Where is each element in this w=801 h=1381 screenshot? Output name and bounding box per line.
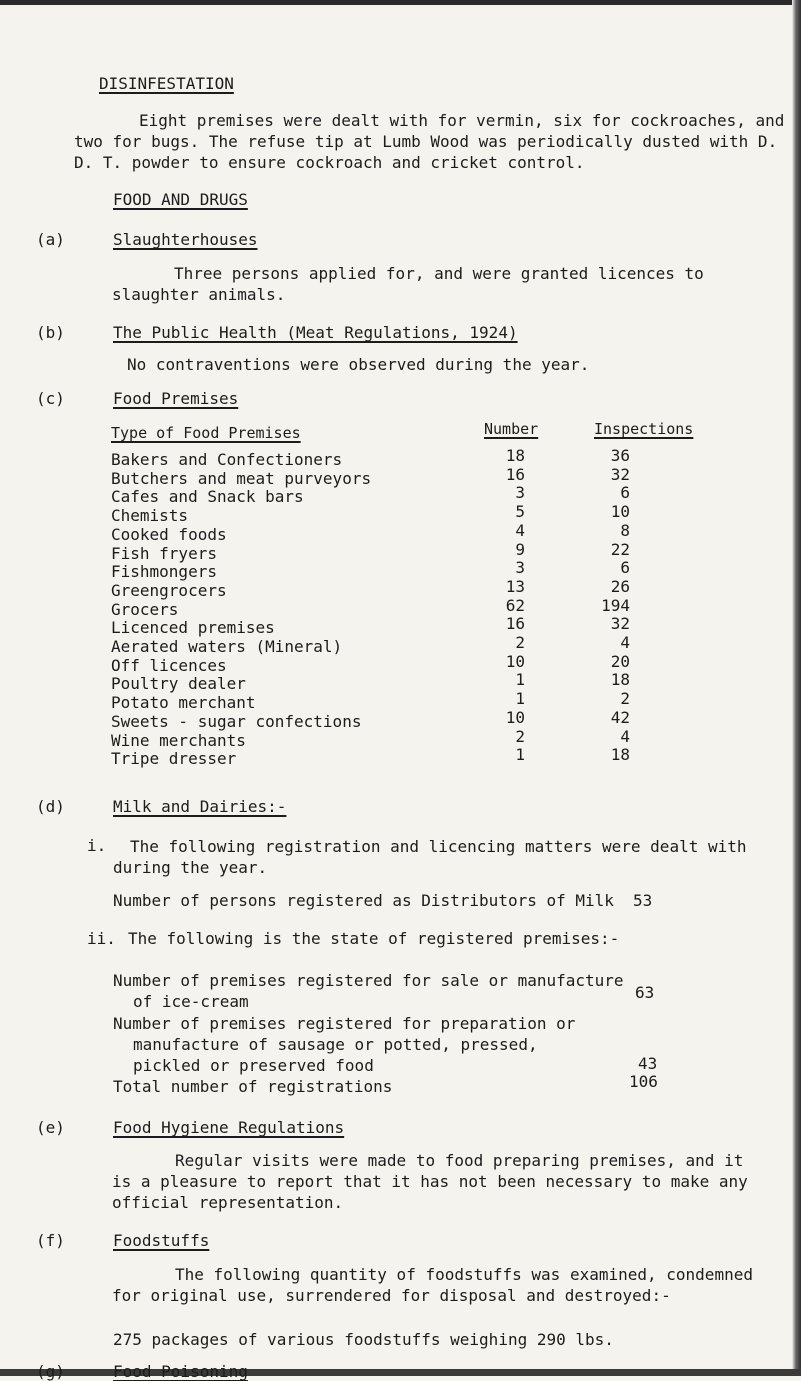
food-premises-number: 9 [515,540,525,559]
disinfestation-paragraph: Eight premises were dealt with for vermin, six for cockroaches, and two for bugs. The refuse tip at Lumb Wood was periodically dusted with D. D. T. powder to ensure cockroach and cricket control. [74,111,785,172]
food-premises-type: Wine merchants [111,731,246,750]
item-i-text: The following registration and licencing matters were dealt with during the year. [113,837,747,877]
food-premises-type: Licenced premises [111,618,275,637]
registration-row-label: pickled or preserved food [133,1056,374,1075]
section-b-marker: (b) [36,323,65,342]
food-premises-number: 10 [505,652,525,671]
section-a-text: Three persons applied for, and were granted licences to slaughter animals. [112,264,704,304]
section-c-heading: Food Premises [113,389,239,408]
table-header-type: Type of Food Premises [111,424,301,442]
food-premises-inspections: 42 [610,708,630,727]
food-premises-type: Greengrocers [111,581,227,600]
item-ii-text: The following is the state of registered premises:- [128,929,620,948]
registration-row-value: 63 [635,983,655,1002]
section-b-text: No contraventions were observed during the year. [127,355,590,374]
food-premises-number: 5 [515,502,525,521]
section-g-marker: (g) [36,1362,65,1381]
section-b-heading: The Public Health (Meat Regulations, 1924) [113,323,518,342]
section-d-heading: Milk and Dairies:- [113,797,287,816]
food-premises-inspections: 18 [610,745,630,764]
disinfestation-heading: DISINFESTATION [99,74,234,93]
food-premises-number: 3 [515,483,525,502]
food-premises-type: Poultry dealer [111,674,246,693]
food-premises-type: Aerated waters (Mineral) [111,637,343,656]
food-and-drugs-heading: FOOD AND DRUGS [113,190,248,209]
section-f-heading: Foodstuffs [113,1231,210,1250]
food-premises-number: 16 [505,614,525,633]
food-premises-number: 2 [515,633,525,652]
section-f-marker: (f) [36,1231,65,1250]
food-premises-inspections: 6 [620,483,630,502]
registration-row-value: 106 [629,1072,658,1091]
section-c-marker: (c) [36,389,65,408]
food-premises-number: 10 [505,708,525,727]
registration-row-label: of ice-cream [133,992,249,1011]
food-premises-type: Bakers and Confectioners [111,450,343,469]
registration-row-value: 43 [638,1054,658,1073]
section-e-heading: Food Hygiene Regulations [113,1118,345,1137]
food-premises-type: Butchers and meat purveyors [111,469,372,488]
food-premises-type: Chemists [111,506,189,525]
section-f-text: The following quantity of foodstuffs was examined, condemned for original use, surrendered for disposal and destroyed:- [112,1265,753,1305]
food-premises-inspections: 6 [620,558,630,577]
food-premises-number: 1 [515,670,525,689]
food-premises-number: 13 [505,577,525,596]
food-premises-number: 62 [505,596,525,615]
food-premises-type: Off licences [111,656,227,675]
food-premises-type: Grocers [111,600,179,619]
food-premises-inspections: 2 [620,689,630,708]
food-premises-inspections: 22 [610,540,630,559]
food-premises-inspections: 36 [610,446,630,465]
section-a-marker: (a) [36,230,65,249]
food-premises-type: Cafes and Snack bars [111,487,304,506]
food-premises-inspections: 32 [610,465,630,484]
section-g-heading: Food Poisoning [113,1362,248,1381]
food-premises-inspections: 8 [620,521,630,540]
food-premises-inspections: 4 [620,727,630,746]
food-premises-number: 3 [515,558,525,577]
food-premises-type: Tripe dresser [111,749,237,768]
food-premises-inspections: 18 [610,670,630,689]
table-header-inspections: Inspections [594,420,694,438]
food-premises-number: 1 [515,745,525,764]
food-premises-type: Cooked foods [111,525,227,544]
food-premises-type: Fishmongers [111,562,217,581]
food-premises-number: 4 [515,521,525,540]
food-premises-inspections: 4 [620,633,630,652]
scan-edge-top [0,0,801,5]
food-premises-number: 18 [505,446,525,465]
item-ii-marker: ii. [87,929,116,948]
item-i-marker: i. [87,836,107,855]
food-premises-inspections: 10 [610,502,630,521]
food-premises-inspections: 26 [610,577,630,596]
section-f-quantity: 275 packages of various foodstuffs weighing 290 lbs. [113,1330,614,1349]
registration-row-label: Total number of registrations [113,1077,393,1096]
scan-edge-right [792,0,801,1376]
registration-row-label: Number of premises registered for sale or manufacture [113,971,624,990]
food-premises-number: 2 [515,727,525,746]
registration-row-label: manufacture of sausage or potted, pressed, [133,1035,538,1054]
food-premises-inspections: 32 [610,614,630,633]
item-i-value: 53 [633,891,653,910]
section-e-marker: (e) [36,1118,65,1137]
food-premises-type: Sweets - sugar confections [111,712,362,731]
food-premises-inspections: 20 [610,652,630,671]
item-i-label: Number of persons registered as Distributors of Milk [113,891,614,910]
section-a-heading: Slaughterhouses [113,230,258,249]
table-header-number: Number [484,420,539,438]
food-premises-number: 16 [505,465,525,484]
food-premises-number: 1 [515,689,525,708]
registration-row-label: Number of premises registered for preparation or [113,1014,576,1033]
section-e-text: Regular visits were made to food preparing premises, and it is a pleasure to report that it has not been necessary to make any official representation. [112,1151,748,1212]
food-premises-type: Potato merchant [111,693,256,712]
food-premises-type: Fish fryers [111,544,217,563]
food-premises-inspections: 194 [601,596,630,615]
section-d-marker: (d) [36,797,65,816]
